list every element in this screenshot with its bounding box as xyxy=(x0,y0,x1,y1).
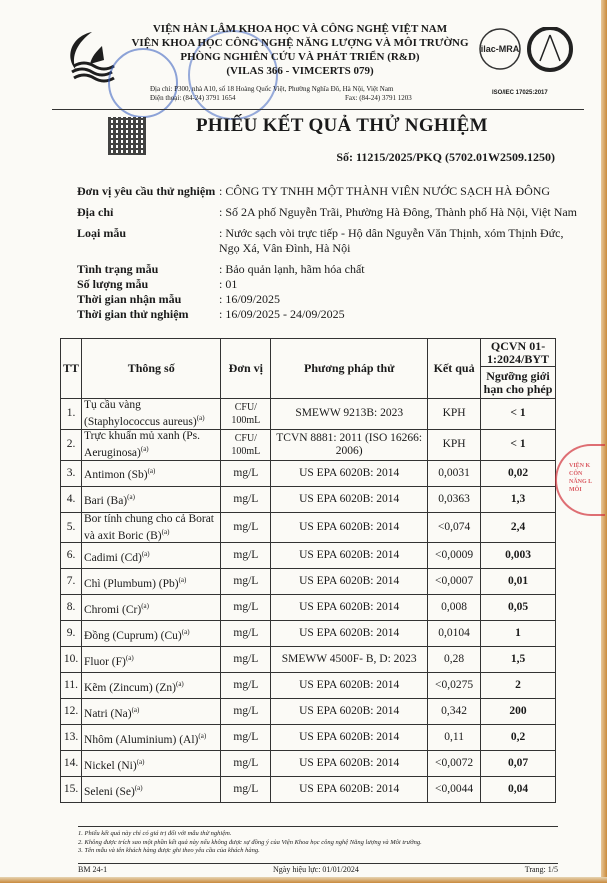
institute-header xyxy=(130,22,470,78)
param-name: Bor tính chung cho cả Borat và axit Boric (B) xyxy=(84,512,214,542)
cell-limit: 0,07 xyxy=(481,751,556,777)
cell-limit: 0,01 xyxy=(481,569,556,595)
cell-result: KPH xyxy=(428,429,481,460)
qr-code[interactable] xyxy=(108,117,146,155)
param-name: Antimon (Sb) xyxy=(84,468,148,481)
cell-unit: mg/L xyxy=(221,595,271,621)
col-unit: Đơn vị xyxy=(221,339,271,399)
param-name: Đồng (Cuprum) (Cu) xyxy=(84,629,182,642)
info-value: : CÔNG TY TNHH MỘT THÀNH VIÊN NƯỚC SẠCH HÀ ĐÔNG xyxy=(219,184,551,198)
cell-result: 0,0031 xyxy=(428,460,481,486)
cell-param xyxy=(82,399,221,430)
note: 3. Tên mẫu và tên khách hàng được ghi theo yêu cầu của khách hàng. xyxy=(78,847,260,854)
cell-result: 0,342 xyxy=(428,699,481,725)
table-row xyxy=(61,429,556,460)
cell-result: KPH xyxy=(428,399,481,430)
cell-limit: 1,5 xyxy=(481,647,556,673)
cell-unit: mg/L xyxy=(221,569,271,595)
cell-limit: 2,4 xyxy=(481,512,556,543)
accredited-mark: (a) xyxy=(140,444,149,453)
cell-result: <0,074 xyxy=(428,512,481,543)
param-name: Bari (Ba) xyxy=(84,494,128,507)
info-row xyxy=(77,307,577,322)
phone: Điện thoại: (84-24) 3791 1654 xyxy=(150,94,236,102)
info-label: Thời gian nhận mẫu xyxy=(77,292,182,306)
cell-method: US EPA 6020B: 2014 xyxy=(271,699,428,725)
cell-param xyxy=(82,569,221,595)
fax: Fax: (84-24) 3791 1203 xyxy=(345,94,412,102)
param-name: Cadimi (Cd) xyxy=(84,551,142,564)
iso-label: ISO/IEC 17025:2017 xyxy=(492,90,548,96)
cell-method: US EPA 6020B: 2014 xyxy=(271,569,428,595)
table-row xyxy=(61,595,556,621)
cell-param xyxy=(82,673,221,699)
page-edge xyxy=(601,0,607,883)
cell-method: US EPA 6020B: 2014 xyxy=(271,460,428,486)
cell-method: US EPA 6020B: 2014 xyxy=(271,595,428,621)
effective-date: Ngày hiệu lực: 01/01/2024 xyxy=(272,865,359,874)
table-row xyxy=(61,486,556,512)
table-row xyxy=(61,460,556,486)
cell-unit: CFU/ 100mL xyxy=(221,429,271,460)
accredited-mark: (a) xyxy=(127,492,135,501)
cell-unit: mg/L xyxy=(221,725,271,751)
svg-text:ilac-MRA: ilac-MRA xyxy=(480,44,520,54)
institute-seal: VIỆN K CÔN NĂNG L MÔI xyxy=(555,444,605,516)
param-name: Kẽm (Zincum) (Zn) xyxy=(84,681,176,694)
cell-method: US EPA 6020B: 2014 xyxy=(271,486,428,512)
info-value: : 01 xyxy=(219,277,238,291)
cell-tt: 5. xyxy=(61,512,82,543)
cell-unit: mg/L xyxy=(221,621,271,647)
header-line: (VILAS 366 - VIMCERTS 079) xyxy=(226,65,374,77)
cell-result: 0,0104 xyxy=(428,621,481,647)
info-value: : 16/09/2025 xyxy=(219,292,281,306)
param-name: Tụ cầu vàng (Staphylococcus aureus) xyxy=(84,399,197,428)
cell-method: SMEWW 4500F- B, D: 2023 xyxy=(271,647,428,673)
accredited-mark: (a) xyxy=(181,627,190,636)
table-row xyxy=(61,569,556,595)
info-label: Đơn vị yêu cầu thử nghiệm xyxy=(77,184,216,198)
cell-unit: mg/L xyxy=(221,647,271,673)
header-line: PHÒNG NGHIÊN CỨU VÀ PHÁT TRIỂN (R&D) xyxy=(180,51,420,63)
cell-unit: mg/L xyxy=(221,543,271,569)
cell-unit: mg/L xyxy=(221,486,271,512)
accredited-mark: (a) xyxy=(161,527,170,536)
cell-limit: 0,02 xyxy=(481,460,556,486)
param-name: Trực khuẩn mủ xanh (Ps. Aeruginosa) xyxy=(84,429,201,459)
form-code: BM 24-1 xyxy=(78,865,108,874)
col-standard: QCVN 01-1:2024/BYT xyxy=(481,339,556,367)
footer xyxy=(78,863,558,874)
cell-tt: 4. xyxy=(61,486,82,512)
address: Địa chỉ: P300, nhà A10, số 18 Hoàng Quốc Việt, Phường Nghĩa Đô, Hà Nội, Việt Nam xyxy=(150,85,394,93)
accredited-mark: (a) xyxy=(125,653,134,662)
table-row xyxy=(61,621,556,647)
info-row xyxy=(77,277,577,292)
info-row xyxy=(77,226,577,256)
param-name: Nickel (Ni) xyxy=(84,759,137,772)
sample-info xyxy=(77,184,577,322)
cell-method: US EPA 6020B: 2014 xyxy=(271,751,428,777)
cell-limit: 0,04 xyxy=(481,777,556,803)
cell-tt: 7. xyxy=(61,569,82,595)
cell-unit: CFU/ 100mL xyxy=(221,399,271,430)
col-method: Phương pháp thử xyxy=(271,339,428,399)
cell-tt: 6. xyxy=(61,543,82,569)
info-row xyxy=(77,292,577,307)
table-row xyxy=(61,399,556,430)
cell-method: US EPA 6020B: 2014 xyxy=(271,725,428,751)
cell-tt: 2. xyxy=(61,429,82,460)
param-name: Chì (Plumbum) (Pb) xyxy=(84,577,179,590)
cell-result: 0,0363 xyxy=(428,486,481,512)
info-label: Loại mẫu xyxy=(77,226,127,240)
table-row xyxy=(61,647,556,673)
param-name: Natri (Na) xyxy=(84,707,132,720)
cell-limit: < 1 xyxy=(481,429,556,460)
cell-unit: mg/L xyxy=(221,460,271,486)
cell-param xyxy=(82,699,221,725)
param-name: Nhôm (Aluminium) (Al) xyxy=(84,733,199,746)
cell-limit: 0,003 xyxy=(481,543,556,569)
page-edge-bottom xyxy=(0,877,607,883)
param-name: Fluor (F) xyxy=(84,655,126,668)
cell-result: <0,0072 xyxy=(428,751,481,777)
info-label: Số lượng mẫu xyxy=(77,277,149,291)
accredited-mark: (a) xyxy=(131,705,140,714)
note: 1. Phiếu kết quả này chỉ có giá trị đối với mẫu thử nghiệm. xyxy=(78,830,232,837)
contact-info xyxy=(150,85,470,103)
cell-limit: 1 xyxy=(481,621,556,647)
col-tt: TT xyxy=(61,339,82,399)
report-number: Số: 11215/2025/PKQ (5702.01W2509.1250) xyxy=(336,150,555,164)
accredited-mark: (a) xyxy=(196,414,205,422)
notes xyxy=(78,826,558,856)
cell-limit: < 1 xyxy=(481,399,556,430)
cell-tt: 9. xyxy=(61,621,82,647)
info-value: : Số 2A phố Nguyễn Trãi, Phường Hà Đông, Thành phố Hà Nội, Việt Nam xyxy=(219,205,578,219)
info-row xyxy=(77,262,577,277)
cell-tt: 14. xyxy=(61,751,82,777)
cell-result: <0,0275 xyxy=(428,673,481,699)
table-row xyxy=(61,673,556,699)
cell-tt: 1. xyxy=(61,399,82,430)
info-label: Địa chỉ xyxy=(77,205,114,219)
page-title: PHIẾU KẾT QUẢ THỬ NGHIỆM xyxy=(196,115,488,136)
cell-limit: 200 xyxy=(481,699,556,725)
cell-param xyxy=(82,543,221,569)
cell-method: US EPA 6020B: 2014 xyxy=(271,621,428,647)
cell-param xyxy=(82,460,221,486)
accredited-mark: (a) xyxy=(141,549,150,558)
cell-tt: 3. xyxy=(61,460,82,486)
col-limit: Ngưỡng giới hạn cho phép xyxy=(481,367,556,399)
cell-tt: 11. xyxy=(61,673,82,699)
col-param: Thông số xyxy=(82,339,221,399)
accredited-mark: (a) xyxy=(198,731,207,740)
cell-unit: mg/L xyxy=(221,777,271,803)
accredited-mark: (a) xyxy=(134,783,143,792)
info-value: : 16/09/2025 - 24/09/2025 xyxy=(219,307,345,321)
cell-param xyxy=(82,429,221,460)
results-table xyxy=(60,338,556,803)
accredited-mark: (a) xyxy=(175,679,184,688)
cell-unit: mg/L xyxy=(221,699,271,725)
cell-unit: mg/L xyxy=(221,673,271,699)
table-row xyxy=(61,699,556,725)
cell-result: <0,0007 xyxy=(428,569,481,595)
info-row xyxy=(77,205,577,220)
header-line: VIỆN HÀN LÂM KHOA HỌC VÀ CÔNG NGHỆ VIỆT NAM xyxy=(152,23,448,35)
divider xyxy=(52,109,584,110)
cell-param xyxy=(82,751,221,777)
accredited-mark: (a) xyxy=(141,601,149,610)
cell-method: US EPA 6020B: 2014 xyxy=(271,512,428,543)
cell-param xyxy=(82,512,221,543)
cell-method: US EPA 6020B: 2014 xyxy=(271,673,428,699)
cell-method: SMEWW 9213B: 2023 xyxy=(271,399,428,430)
cell-param xyxy=(82,647,221,673)
param-name: Seleni (Se) xyxy=(84,785,135,798)
info-row xyxy=(77,184,577,199)
cell-unit: mg/L xyxy=(221,751,271,777)
note: 2. Không được trích sao một phần kết quả này nếu không được sự đồng ý của Viện Khoa học công nghệ Năng lượng và Môi trường. xyxy=(78,838,422,846)
cell-tt: 10. xyxy=(61,647,82,673)
cell-limit: 1,3 xyxy=(481,486,556,512)
cell-tt: 8. xyxy=(61,595,82,621)
cell-tt: 12. xyxy=(61,699,82,725)
table-row xyxy=(61,777,556,803)
table-row xyxy=(61,751,556,777)
info-label: Tình trạng mẫu xyxy=(77,262,159,276)
cell-unit: mg/L xyxy=(221,512,271,543)
cell-param xyxy=(82,777,221,803)
cell-tt: 13. xyxy=(61,725,82,751)
info-label: Thời gian thử nghiệm xyxy=(77,307,189,321)
cell-param xyxy=(82,725,221,751)
cell-tt: 15. xyxy=(61,777,82,803)
cell-method: US EPA 6020B: 2014 xyxy=(271,543,428,569)
cell-limit: 2 xyxy=(481,673,556,699)
cell-method: TCVN 8881: 2011 (ISO 16266: 2006) xyxy=(271,429,428,460)
accredited-mark: (a) xyxy=(178,575,187,584)
cell-limit: 0,2 xyxy=(481,725,556,751)
cell-result: 0,28 xyxy=(428,647,481,673)
cell-result: 0,11 xyxy=(428,725,481,751)
cell-result: <0,0009 xyxy=(428,543,481,569)
accreditation-logos xyxy=(478,27,578,87)
accredited-mark: (a) xyxy=(136,757,145,766)
page-number: Trang: 1/5 xyxy=(524,865,558,874)
cell-param xyxy=(82,621,221,647)
info-value: : Nước sạch vòi trực tiếp - Hộ dân Nguyễn Văn Thịnh, xóm Thịnh Đức, Ngọ Xá, Vân Đình, Hà Nội xyxy=(219,226,564,255)
table-row xyxy=(61,512,556,543)
table-row xyxy=(61,725,556,751)
cell-method: US EPA 6020B: 2014 xyxy=(271,777,428,803)
cell-limit: 0,05 xyxy=(481,595,556,621)
cell-result: <0,0044 xyxy=(428,777,481,803)
cell-param xyxy=(82,595,221,621)
param-name: Chromi (Cr) xyxy=(84,603,142,616)
info-value: : Bảo quản lạnh, hãm hóa chất xyxy=(219,262,365,276)
accredited-mark: (a) xyxy=(147,466,156,475)
cell-param xyxy=(82,486,221,512)
header-line: VIỆN KHOA HỌC CÔNG NGHỆ NĂNG LƯỢNG VÀ MÔI TRƯỜNG xyxy=(131,37,469,49)
col-result: Kết quả xyxy=(428,339,481,399)
table-row xyxy=(61,543,556,569)
cell-result: 0,008 xyxy=(428,595,481,621)
